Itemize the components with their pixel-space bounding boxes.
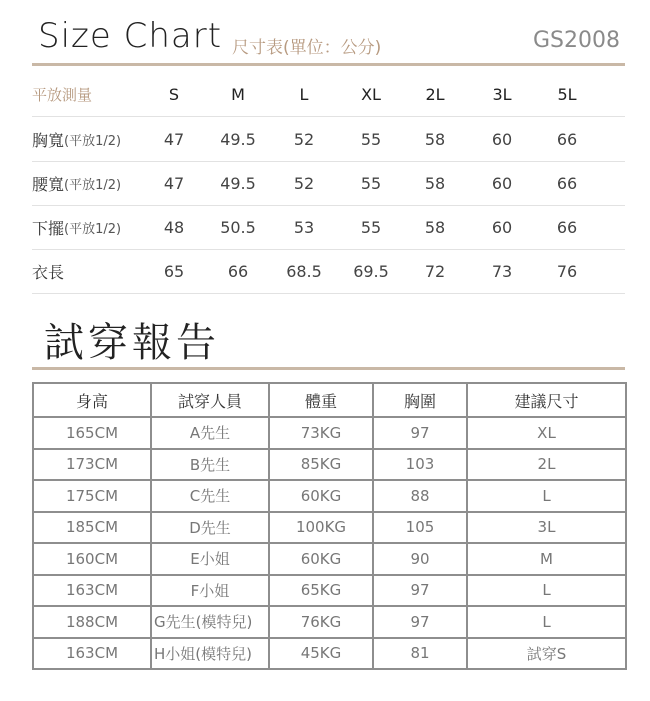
size-header-3l: 3L — [492, 84, 512, 104]
size-chart-table — [32, 72, 625, 294]
weight-cell: 60KG — [269, 480, 373, 512]
height-cell: 175CM — [33, 480, 151, 512]
size-chart-row — [32, 117, 625, 162]
size-chart-header-row — [32, 72, 625, 117]
size-header-xl: XL — [361, 84, 381, 104]
size-value-cell: 49.5 — [220, 174, 256, 193]
recommended-size-cell: M — [467, 543, 626, 575]
fitting-report-table — [32, 382, 627, 670]
bust-cell: 88 — [373, 480, 467, 512]
size-value-cell: 66 — [556, 129, 578, 149]
size-value-cell: 66 — [556, 218, 578, 237]
height-cell: 185CM — [33, 512, 151, 544]
fitting-report-row — [33, 449, 626, 481]
recommended-size-cell: L — [467, 480, 626, 512]
tester-cell: G先生(模特兒) — [151, 606, 269, 638]
tester-cell: A先生 — [151, 417, 269, 449]
height-cell: 188CM — [33, 606, 151, 638]
tester-cell: D先生 — [151, 512, 269, 544]
product-code: GS2008 — [532, 28, 620, 53]
size-value-cell: 68.5 — [286, 262, 322, 281]
column-header-recommended-size: 建議尺寸 — [467, 383, 626, 417]
size-value-cell: 66 — [556, 174, 578, 193]
size-value-cell: 55 — [360, 174, 382, 193]
size-value-cell: 48 — [163, 218, 185, 237]
column-header-tester: 試穿人員 — [151, 383, 269, 417]
weight-cell: 73KG — [269, 417, 373, 449]
recommended-size-cell: XL — [467, 417, 626, 449]
size-value-cell: 52 — [293, 174, 315, 193]
height-cell: 165CM — [33, 417, 151, 449]
size-header-5l: 5L — [557, 84, 577, 104]
tester-cell: B先生 — [151, 449, 269, 481]
size-value-cell: 55 — [360, 218, 382, 237]
size-chart-unit-note: 尺寸表(單位：公分) — [232, 38, 382, 58]
size-value-cell: 47 — [163, 129, 185, 149]
size-chart-row — [32, 250, 625, 294]
size-chart-title: Size Chart — [38, 16, 223, 56]
tester-cell: E小姐 — [151, 543, 269, 575]
measure-method-label: 平放測量 — [32, 85, 93, 104]
tester-cell: F小姐 — [151, 575, 269, 607]
bust-cell: 105 — [373, 512, 467, 544]
size-value-cell: 49.5 — [220, 129, 256, 149]
recommended-size-cell: 2L — [467, 449, 626, 481]
measurement-label — [32, 117, 121, 161]
measurement-name: 腰寬 — [32, 175, 65, 194]
height-cell: 163CM — [33, 638, 151, 670]
height-cell: 163CM — [33, 575, 151, 607]
fitting-report-row — [33, 417, 626, 449]
size-value-cell: 50.5 — [220, 218, 256, 237]
measurement-label — [32, 206, 121, 249]
size-chart-row — [32, 162, 625, 206]
header-divider — [32, 63, 625, 66]
recommended-size-cell: L — [467, 606, 626, 638]
size-value-cell: 76 — [556, 262, 578, 281]
size-chart-row — [32, 206, 625, 250]
size-value-cell: 52 — [293, 129, 315, 149]
size-value-cell: 58 — [424, 129, 446, 149]
recommended-size-cell: L — [467, 575, 626, 607]
size-value-cell: 73 — [491, 262, 513, 281]
fitting-report-header-row — [33, 383, 626, 417]
bust-cell: 97 — [373, 575, 467, 607]
size-value-cell: 47 — [163, 174, 185, 193]
tester-cell: H小姐(模特兒) — [151, 638, 269, 670]
size-value-cell: 60 — [491, 218, 513, 237]
recommended-size-cell: 試穿S — [467, 638, 626, 670]
measurement-label — [32, 162, 121, 205]
bust-cell: 97 — [373, 606, 467, 638]
measurement-name: 衣長 — [32, 263, 65, 282]
measurement-note: (平放1/2) — [64, 178, 122, 193]
measurement-name: 下擺 — [32, 219, 65, 238]
size-value-cell: 55 — [360, 129, 382, 149]
bust-cell: 81 — [373, 638, 467, 670]
column-header-bust: 胸圍 — [373, 383, 467, 417]
size-value-cell: 58 — [424, 218, 446, 237]
size-header-l: L — [299, 84, 309, 104]
measurement-note: (平放1/2) — [64, 133, 122, 149]
bust-cell: 103 — [373, 449, 467, 481]
size-value-cell: 69.5 — [353, 262, 389, 281]
measurement-label — [32, 250, 64, 293]
bust-cell: 97 — [373, 417, 467, 449]
fitting-report-title: 試穿報告 — [44, 320, 220, 366]
size-value-cell: 53 — [293, 218, 315, 237]
measurement-note: (平放1/2) — [64, 222, 122, 237]
height-cell: 160CM — [33, 543, 151, 575]
measurement-name: 胸寬 — [32, 130, 65, 150]
recommended-size-cell: 3L — [467, 512, 626, 544]
fitting-report-row — [33, 606, 626, 638]
size-header-2l: 2L — [425, 84, 445, 104]
weight-cell: 65KG — [269, 575, 373, 607]
weight-cell: 76KG — [269, 606, 373, 638]
size-value-cell: 66 — [227, 262, 249, 281]
size-header-s: S — [168, 84, 180, 104]
fitting-report-row — [33, 543, 626, 575]
size-value-cell: 58 — [424, 174, 446, 193]
weight-cell: 60KG — [269, 543, 373, 575]
column-header-height: 身高 — [33, 383, 151, 417]
weight-cell: 85KG — [269, 449, 373, 481]
fitting-report-row — [33, 575, 626, 607]
height-cell: 173CM — [33, 449, 151, 481]
bust-cell: 90 — [373, 543, 467, 575]
size-value-cell: 60 — [491, 129, 513, 149]
fitting-report-row — [33, 638, 626, 670]
fitting-report-row — [33, 480, 626, 512]
weight-cell: 45KG — [269, 638, 373, 670]
size-value-cell: 60 — [491, 174, 513, 193]
size-value-cell: 65 — [163, 262, 185, 281]
size-header-m: M — [231, 84, 245, 104]
column-header-weight: 體重 — [269, 383, 373, 417]
tester-cell: C先生 — [151, 480, 269, 512]
weight-cell: 100KG — [269, 512, 373, 544]
size-value-cell: 72 — [424, 262, 446, 281]
fitting-report-row — [33, 512, 626, 544]
